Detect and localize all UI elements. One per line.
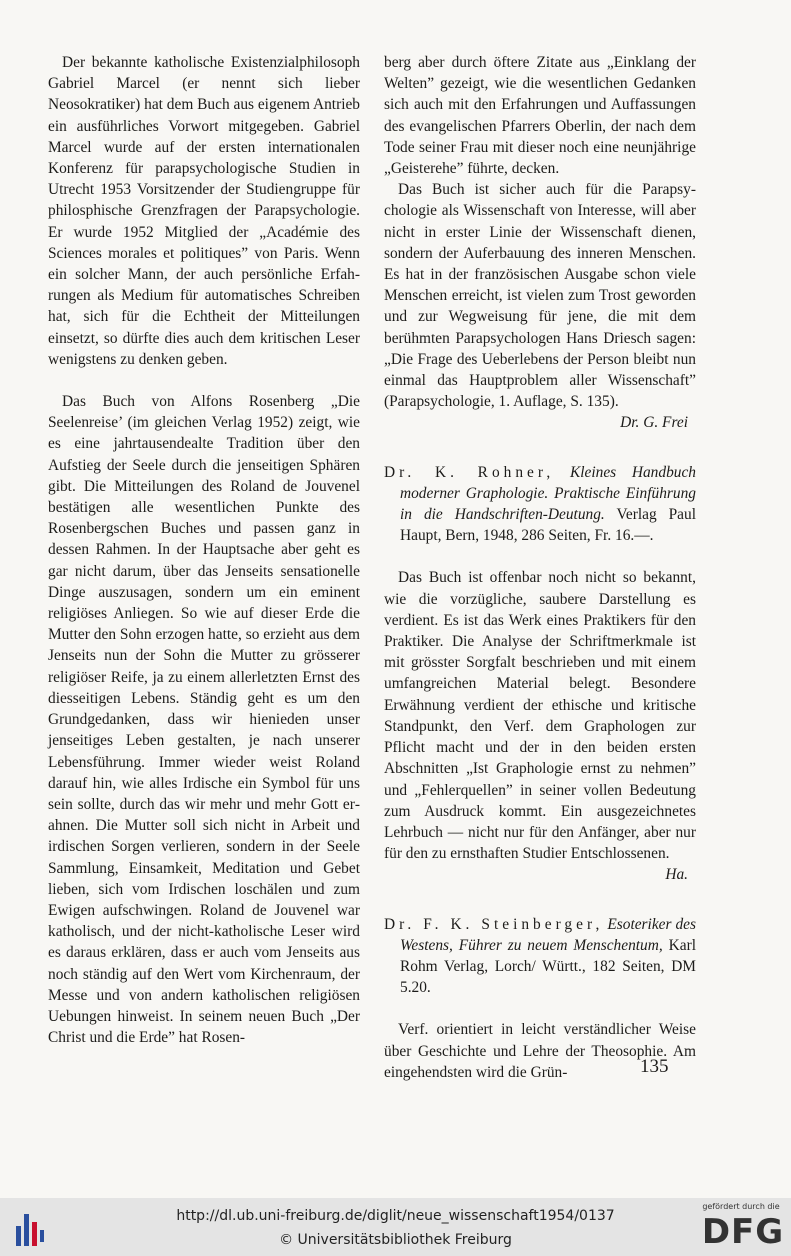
dfg-logo-icon: DFG [701,1212,785,1252]
permalink-url[interactable]: http://dl.ub.uni-freiburg.de/diglit/neue_wissenschaft1954/0137 [176,1208,615,1224]
review-title: Esoteriker des Westens, Führer zu neuem Menschentum, [400,915,697,954]
paragraph: Das Buch ist sicher auch für die Parapsychologie als Wissenschaft von Interesse, will aber nicht in erster Linie der Wissenschaft dienen, sondern der Auferbauung des inneren Menschen. Es hat in der französischen Ausgabe schon viele Menschen erreicht, ist vielen zum Trost geworden und zur Wegweisung für jene, die mit dem berühmten Parapsychologen Hans Driesch sagen: „Die Frage des Ueberlebens der Person bleibt nun einmal das Hauptproblem aller Wissenschaft” (Parapsychologie, 1. Auflage, S. 135). [384,181,696,411]
review-publisher: Verlag Paul Haupt, Bern, 1948, 286 Seiten, Fr. 16.—. [400,506,696,545]
paragraph: Das Buch ist offenbar noch nicht so bekannt, wie die vorzügliche, saubere Darstellung es verdient. Es ist das Werk eines Praktikers für den Praktiker. Die Analyse der Schriftmerkmale ist mit grösster Sorgfalt beschrieben und mit einem umfangreichen Material belegt. Besondere Erwähnung verdient der ethische und kritische Standpunkt, den Verf. dem Graphologen zur Pflicht macht und der in den beiden ersten Abschnitten „Ist Graphologie ernst zu nehmen” und „Fehlerquellen” in seiner vollen Bedeutung zum Ausdruck kommt. Ein ausgezeichnetes Lehrbuch — nicht nur für den Anfänger, aber nur für den zu ernsthaften Studier Entschlossenen. [384,569,696,863]
left-column [48,52,360,1048]
paragraph: Verf. orientiert in leicht verständlicher Weise über Geschichte und Lehre der Theosophie. Am eingehendsten wird die Grün- [384,1021,696,1081]
copyright-text: © Universitätsbibliothek Freiburg [279,1232,512,1248]
review-author: Dr. K. Rohner, [384,463,555,481]
paragraph: Das Buch von Alfons Rosenberg „Die Seelenreise’ (im gleichen Verlag 1952) zeigt, wie es eine jahrtausendealte Tradition über den Aufstieg der Seele durch die jenseitigen Sphären gibt. Die Mitteilungen des Roland de Jouvenel bestätigen alle wesentlichen Punkte des Rosenbergschen Buches und passen ganz in dessen Rahmen. In der Hauptsache aber geht es gar nicht darum, über das Jenseits sensationelle Dinge auszusagen, sondern um ein eminent religiöses Anliegen. So wie auf dieser Erde die Mutter den Sohn erzogen hatte, so erzieht aus dem Jenseits nun der Sohn die Mutter zu grösserer religiöser Reife, ja zu einem allerletzten Ernst des diesseitigen Lebens. Ständig geht es um den Grundgedanken, dass wir hienieden unser jenseitiges Leben gestalten, je nach unserer Lebensführung. Immer wieder weist Roland darauf hin, wie alles Irdische ein Symbol für uns sein sollte, durch das wir mehr und mehr Gott erahnen. Die Mutter soll sich nicht in Arbeit und irdischen Sorgen verlieren, sondern in der Seele Sammlung, Einsamkeit, Meditation und Gebet lieben, sich vom Irdischen loschälen und zum Ewigen aufschwingen. Roland de Jouvenel war katholisch, und der nicht-katholische Leser wird es daraus erklären, dass er auch vom Jenseits aus noch ständig auf den Wert vom Kirchenraum, der Messe und von andern katholischen religiösen Uebungen hinweist. In seinem neuen Buch „Der Christ und die Erde” hat Rosen- [48,393,360,1047]
signature: Ha. [665,866,688,884]
paragraph: Der bekannte katholische Existenzialphilosoph Gabriel Marcel (er nennt sich lieber Neosokratiker) hat dem Buch aus eigenem Antrieb ein ausführliches Vorwort mitgegeben. Gabriel Marcel wurde auf der ersten internationalen Konferenz für parapsychologische Studien in Utrecht 1953 Vorsitzender der Studiengruppe für philosphische Grenzfragen der Parapsychologie. Er wurde 1952 Mitglied der „Académie des Sciences morales et politiques” von Paris. Wenn ein solcher Mann, der auch persönliche Erfahrungen als Medium für automatisches Schreiben hat, sich für die Echtheit der Mitteilungen einsetzt, so dürfte dies auch dem kritischen Leser wenigstens zu denken geben. [48,54,360,368]
review-heading [384,462,696,547]
review-heading [384,914,696,999]
paragraph: berg aber durch öftere Zitate aus „Einklang der Welten” gezeigt, wie die wesentlichen Gedanken sich auch mit den Erfahrungen und Auffassungen des evangelischen Pfarrers Oberlin, der nach dem Tode seiner Frau mit dieser noch eine neunjährige „Geisterehe” führte, decken. [384,54,696,178]
review-author: Dr. F. K. Steinberger, [384,915,604,933]
footer-bar [0,1198,791,1256]
page-number: 135 [640,1056,669,1077]
signature: Dr. G. Frei [620,414,688,432]
right-column [384,52,696,1083]
dfg-caption: gefördert durch die [702,1202,780,1211]
review-title: Kleines Handbuch moderner Graphologie. Praktische Einführung in die Handschriften-Deutung. [400,463,696,524]
review-publisher: Karl Rohm Verlag, Lorch/ Württ., 182 Seiten, DM 5.20. [400,936,696,997]
